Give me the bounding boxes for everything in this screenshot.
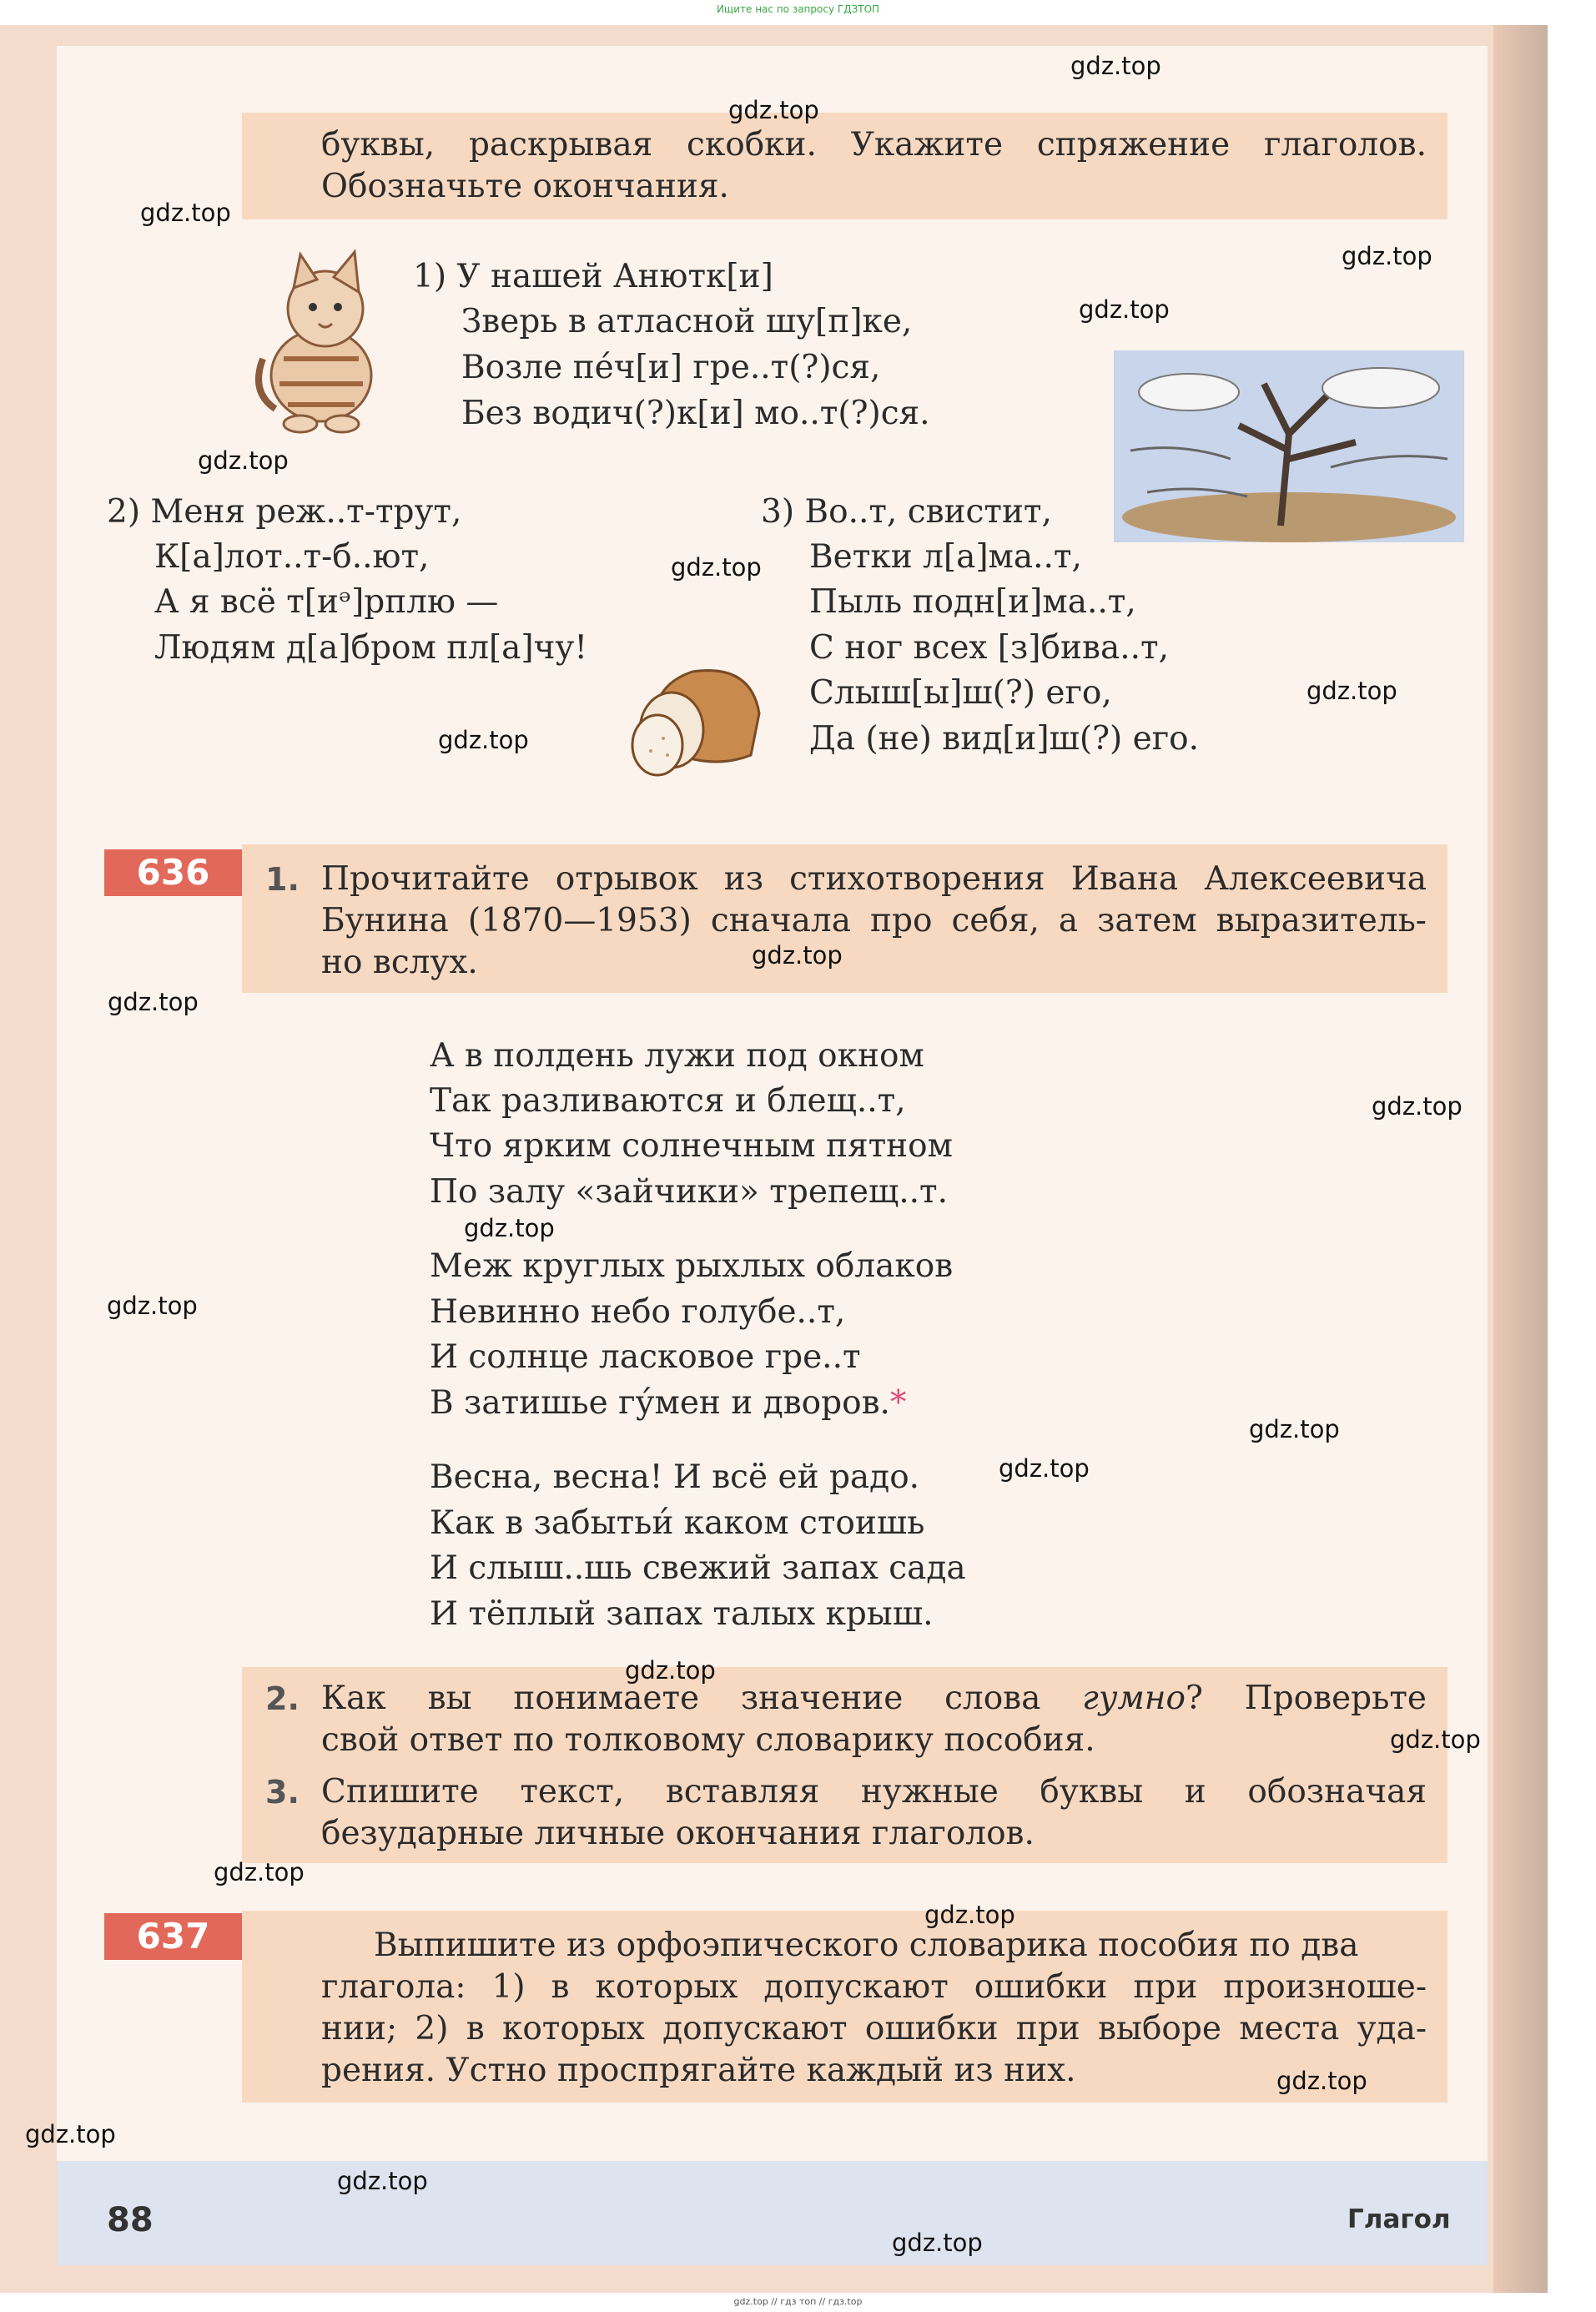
watermark: gdz.top [1079, 295, 1170, 324]
task-636-step-2-line-1-text: Как вы понимаете значение слова гумно? Проверьте [321, 1680, 1427, 1717]
watermark: gdz.top [1390, 1725, 1481, 1754]
watermark: gdz.top [108, 988, 199, 1016]
task-636-step-1-line-2: Бунина (1870—1953) сначала про себя, а затем выразитель- [321, 902, 1427, 939]
task-637-line-3: нии; 2) в которых допускают ошибки при выборе места уда- [321, 2010, 1427, 2048]
task-636-step-1-line-1: Прочитайте отрывок из стихотворения Ивана Алексеевича [321, 860, 1427, 898]
watermark: gdz.top [1070, 52, 1161, 80]
watermark: gdz.top [337, 2167, 428, 2195]
page-number: 88 [107, 2201, 154, 2239]
watermark: gdz.top [25, 2120, 116, 2148]
footnote-star: * [889, 1384, 907, 1422]
watermark: gdz.top [1249, 1415, 1340, 1443]
watermark: gdz.top [107, 1292, 198, 1320]
riddle-3-line-5: Слыш[ы]ш(?) его, [809, 674, 1112, 712]
task-636-step-3-line-2: безударные личные окончания глаголов. [321, 1815, 1035, 1852]
poem-s3-line-3: И слыш..шь свежий запах сада [430, 1549, 966, 1587]
task-636-step-2-line-1 [321, 1677, 1427, 1720]
poem-s1-line-3: Что ярким солнечным пятном [430, 1127, 953, 1165]
tree-in-wind-icon [1114, 350, 1464, 542]
watermark: gdz.top [1372, 1092, 1463, 1121]
riddle-2-line-3: А я всё т[иᵊ]рплю — [154, 583, 499, 621]
task-prev-line-2: Обозначьте окончания. [321, 168, 729, 205]
watermark: gdz.top [671, 553, 762, 582]
watermark: gdz.top [728, 96, 819, 124]
task-637-line-2: глагола: 1) в которых допускают ошибки при произноше- [321, 1968, 1427, 2006]
task-636-step-2-num: 2. [265, 1680, 300, 1717]
poem-s1-line-4: По залу «зайчики» трепещ..т. [430, 1173, 949, 1211]
poem-s2-line-1: Меж круглых рыхлых облаков [430, 1247, 954, 1285]
riddle-3-line-4: С ног всех [з]бива..т, [809, 629, 1169, 667]
watermark: gdz.top [892, 2229, 983, 2257]
watermark: gdz.top [1276, 2067, 1367, 2095]
riddle-1-line-2: Зверь в атласной шу[п]ке, [461, 303, 913, 340]
section-title: Глагол [1347, 2204, 1451, 2234]
riddle-1-line-4: Без водич(?)к[и] мо..т(?)ся. [461, 395, 930, 432]
task-637-number: 637 [104, 1913, 242, 1960]
task-636-step-3-line-1: Спишите текст, вставляя нужные буквы и обозначая [321, 1773, 1427, 1811]
riddle-3-line-6: Да (не) вид[и]ш(?) его. [809, 720, 1200, 758]
watermark: gdz.top [140, 199, 231, 227]
kitten-icon [242, 242, 400, 434]
poem-s2-line-2: Невинно небо голубе..т, [430, 1293, 846, 1331]
riddle-2-line-2: К[а]лот..т-б..ют, [154, 538, 430, 576]
watermark: gdz.top [924, 1901, 1015, 1929]
task-637-line-4: рения. Устно проспрягайте каждый из них. [321, 2052, 1076, 2089]
task-636-step-2-line-2: свой ответ по толковому словарику пособия. [321, 1721, 1095, 1759]
watermark: gdz.top [464, 1214, 555, 1242]
bottom-note: gdz.top // гдз топ // гдз.top [733, 2296, 863, 2307]
watermark: gdz.top [752, 941, 843, 970]
watermark: gdz.top [999, 1454, 1090, 1483]
riddle-3-line-2: Ветки л[а]ма..т, [809, 538, 1082, 576]
task-636-step-3-num: 3. [265, 1774, 300, 1811]
task-637-line-1: Выпишите из орфоэпического словарика пособия по два [374, 1927, 1359, 1964]
book-spine [1493, 25, 1548, 2293]
poem-s2-line-4 [430, 1382, 906, 1425]
task-prev-line-1: буквы, раскрывая скобки. Укажите спряжение глаголов. [321, 126, 1427, 164]
poem-s1-line-1: А в полдень лужи под окном [430, 1037, 924, 1075]
watermark: gdz.top [1342, 242, 1432, 270]
watermark: gdz.top [214, 1858, 305, 1886]
poem-s3-line-4: И тёплый запах талых крыш. [430, 1595, 934, 1633]
poem-s2-line-3: И солнце ласковое гре..т [430, 1338, 861, 1376]
riddle-2-line-1: 2) Меня реж..т-трут, [107, 493, 462, 531]
task-636-step-1-num: 1. [265, 861, 300, 898]
watermark: gdz.top [1307, 677, 1397, 705]
footer-band [57, 2161, 1488, 2265]
top-note: Ищите нас по запросу ГДЗТОП [716, 3, 880, 15]
riddle-3-line-1: 3) Во..т, свистит, [761, 493, 1052, 531]
poem-s2-line-4-text: В затишье гу́мен и дворов. [430, 1384, 890, 1422]
task-636-number: 636 [104, 849, 242, 896]
watermark: gdz.top [198, 446, 289, 475]
watermark: gdz.top [438, 726, 529, 754]
bread-loaf-icon [626, 638, 768, 780]
riddle-3-line-3: Пыль подн[и]ма..т, [809, 583, 1136, 621]
poem-s3-line-1: Весна, весна! И всё ей радо. [430, 1458, 920, 1496]
task-636-step-1-line-3: но вслух. [321, 944, 478, 981]
poem-s1-line-2: Так разливаются и блещ..т, [430, 1082, 906, 1120]
riddle-1-line-1: 1) У нашей Анютк[и] [413, 258, 773, 295]
poem-s3-line-2: Как в забытьи́ каком стоишь [430, 1504, 925, 1542]
riddle-1-line-3: Возле пе́ч[и] гре..т(?)ся, [461, 349, 881, 386]
watermark: gdz.top [625, 1656, 716, 1685]
riddle-2-line-4: Людям д[а]бром пл[а]чу! [154, 629, 588, 667]
